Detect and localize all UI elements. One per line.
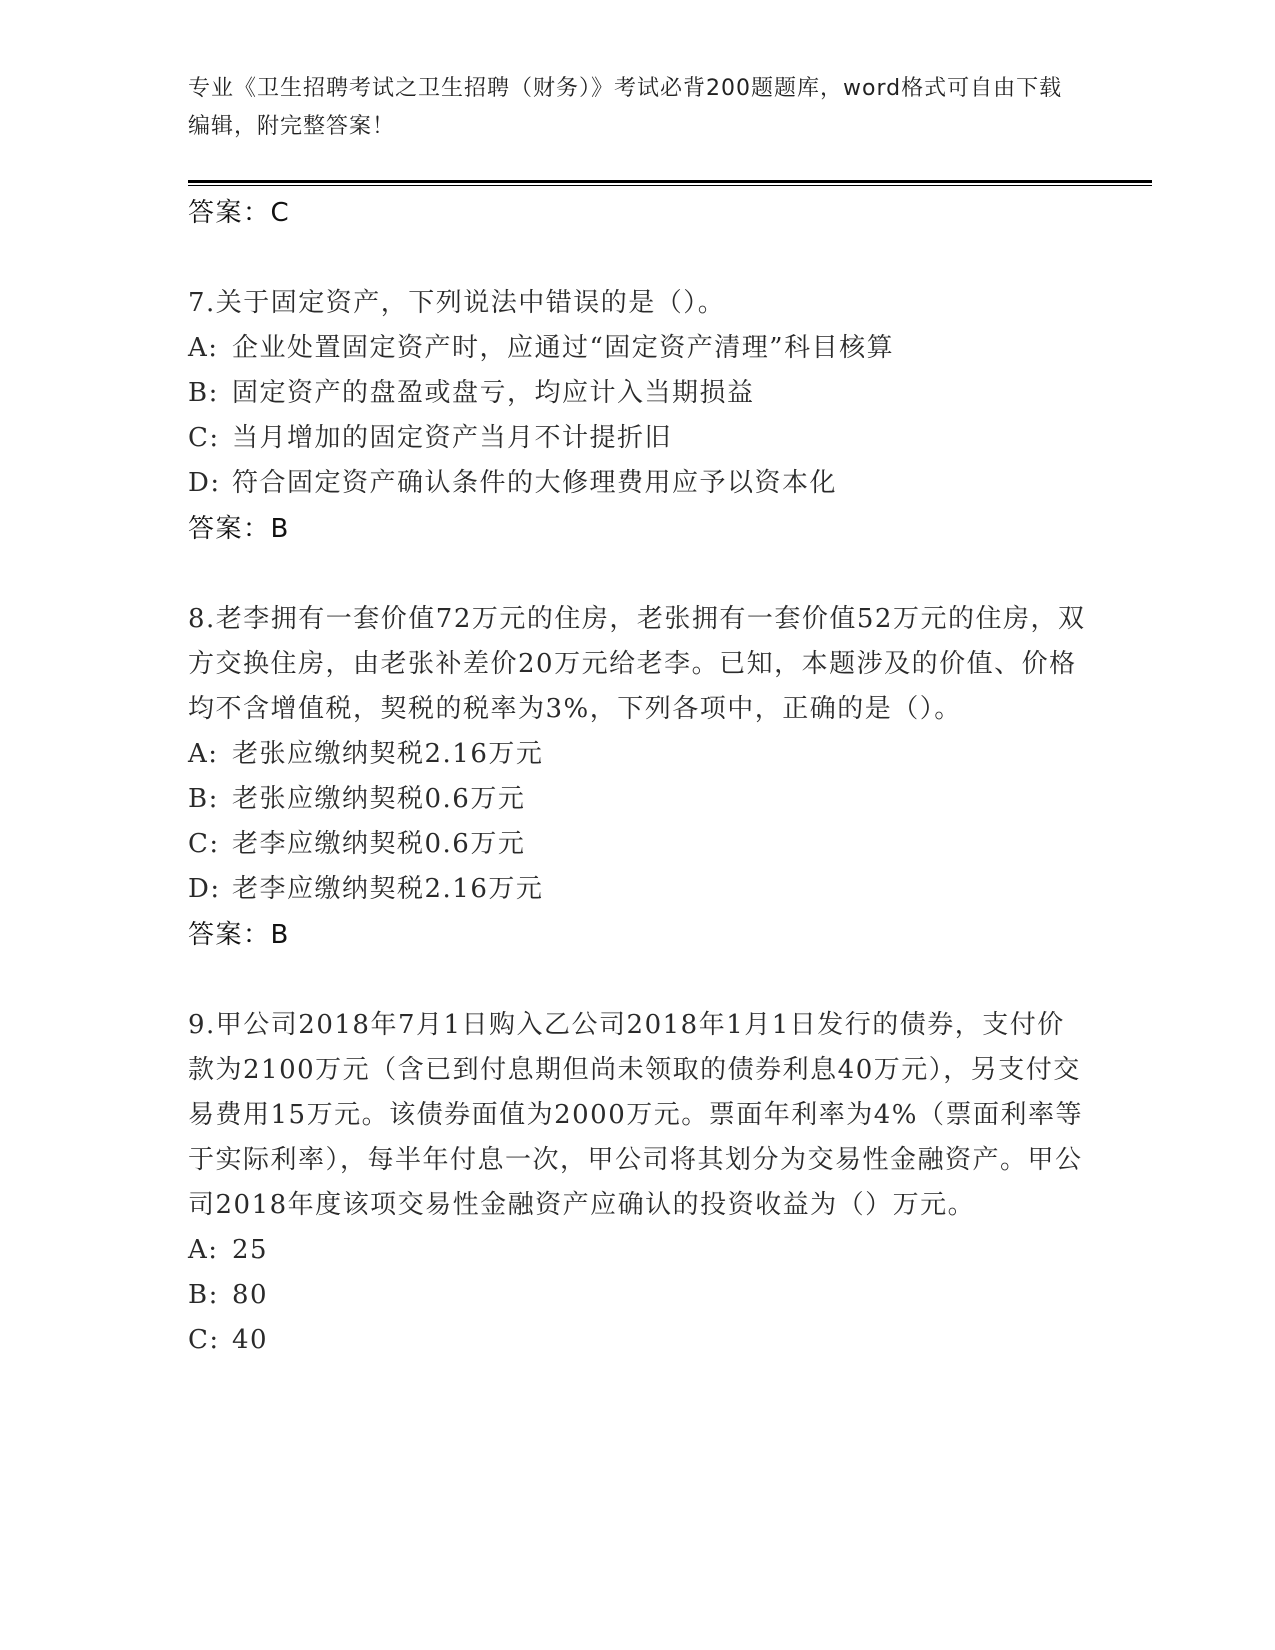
- option-b: [188, 1273, 1088, 1318]
- answer-previous: 答案：C: [188, 198, 291, 228]
- option-text: 老李应缴纳契税2.16万元: [232, 874, 544, 904]
- option-text: 企业处置固定资产时，应通过“固定资产清理”科目核算: [232, 333, 895, 363]
- option-text: 符合固定资产确认条件的大修理费用应予以资本化: [232, 468, 838, 498]
- header-rule-thin: [188, 185, 1152, 186]
- question-text: 7.关于固定资产，下列说法中错误的是（）。: [188, 288, 726, 318]
- option-letter: B:: [188, 1280, 219, 1310]
- option-letter: D:: [188, 874, 221, 904]
- option-a: [188, 732, 1088, 777]
- option-letter: B:: [188, 784, 219, 814]
- option-d: [188, 867, 1088, 912]
- answer-q7: 答案：B: [188, 514, 290, 544]
- question-text: 9.甲公司2018年7月1日购入乙公司2018年1月1日发行的债券，支付价款为2100万元（含已到付息期但尚未领取的债券利息40万元），另支付交易费用15万元。该债券面值为2000万元。票面年利率为4%（票面利率等于实际利率），每半年付息一次，甲公司将其划分为交易性金融资产。甲公司2018年度该项交易性金融资产应确认的投资收益为（）万元。: [188, 1010, 1083, 1220]
- option-letter: A:: [188, 333, 219, 363]
- option-c: [188, 822, 1088, 867]
- option-text: 40: [232, 1325, 269, 1355]
- option-a: [188, 1228, 1088, 1273]
- document-content: [188, 190, 1088, 1363]
- option-letter: A:: [188, 739, 219, 769]
- header-rule-thick: [188, 180, 1152, 183]
- question-7: [188, 281, 1088, 552]
- spacer: [188, 236, 1088, 281]
- option-text: 80: [232, 1280, 269, 1310]
- answer-q8: 答案：B: [188, 920, 290, 950]
- spacer: [188, 552, 1088, 597]
- option-c: [188, 1318, 1088, 1363]
- option-letter: D:: [188, 468, 221, 498]
- option-letter: C:: [188, 423, 220, 453]
- option-text: 老李应缴纳契税0.6万元: [232, 829, 526, 859]
- option-text: 固定资产的盘盈或盘亏，均应计入当期损益: [232, 378, 755, 408]
- option-text: 当月增加的固定资产当月不计提折旧: [232, 423, 673, 453]
- option-letter: B:: [188, 378, 219, 408]
- document-header: 专业《卫生招聘考试之卫生招聘（财务）》考试必背200题题库，word格式可自由下载编辑，附完整答案！: [188, 76, 1063, 139]
- option-text: 老张应缴纳契税0.6万元: [232, 784, 526, 814]
- option-text: 老张应缴纳契税2.16万元: [232, 739, 544, 769]
- option-d: [188, 461, 1088, 506]
- question-8: [188, 597, 1088, 958]
- question-text: 8.老李拥有一套价值72万元的住房，老张拥有一套价值52万元的住房，双方交换住房，由老张补差价20万元给老李。已知，本题涉及的价值、价格均不含增值税，契税的税率为3%，下列各项中，正确的是（）。: [188, 604, 1086, 724]
- option-text: 25: [232, 1235, 269, 1265]
- question-9: [188, 1003, 1088, 1363]
- option-a: [188, 326, 1088, 371]
- option-c: [188, 416, 1088, 461]
- option-b: [188, 777, 1088, 822]
- option-letter: C:: [188, 1325, 220, 1355]
- spacer: [188, 958, 1088, 1003]
- option-letter: A:: [188, 1235, 219, 1265]
- option-letter: C:: [188, 829, 220, 859]
- option-b: [188, 371, 1088, 416]
